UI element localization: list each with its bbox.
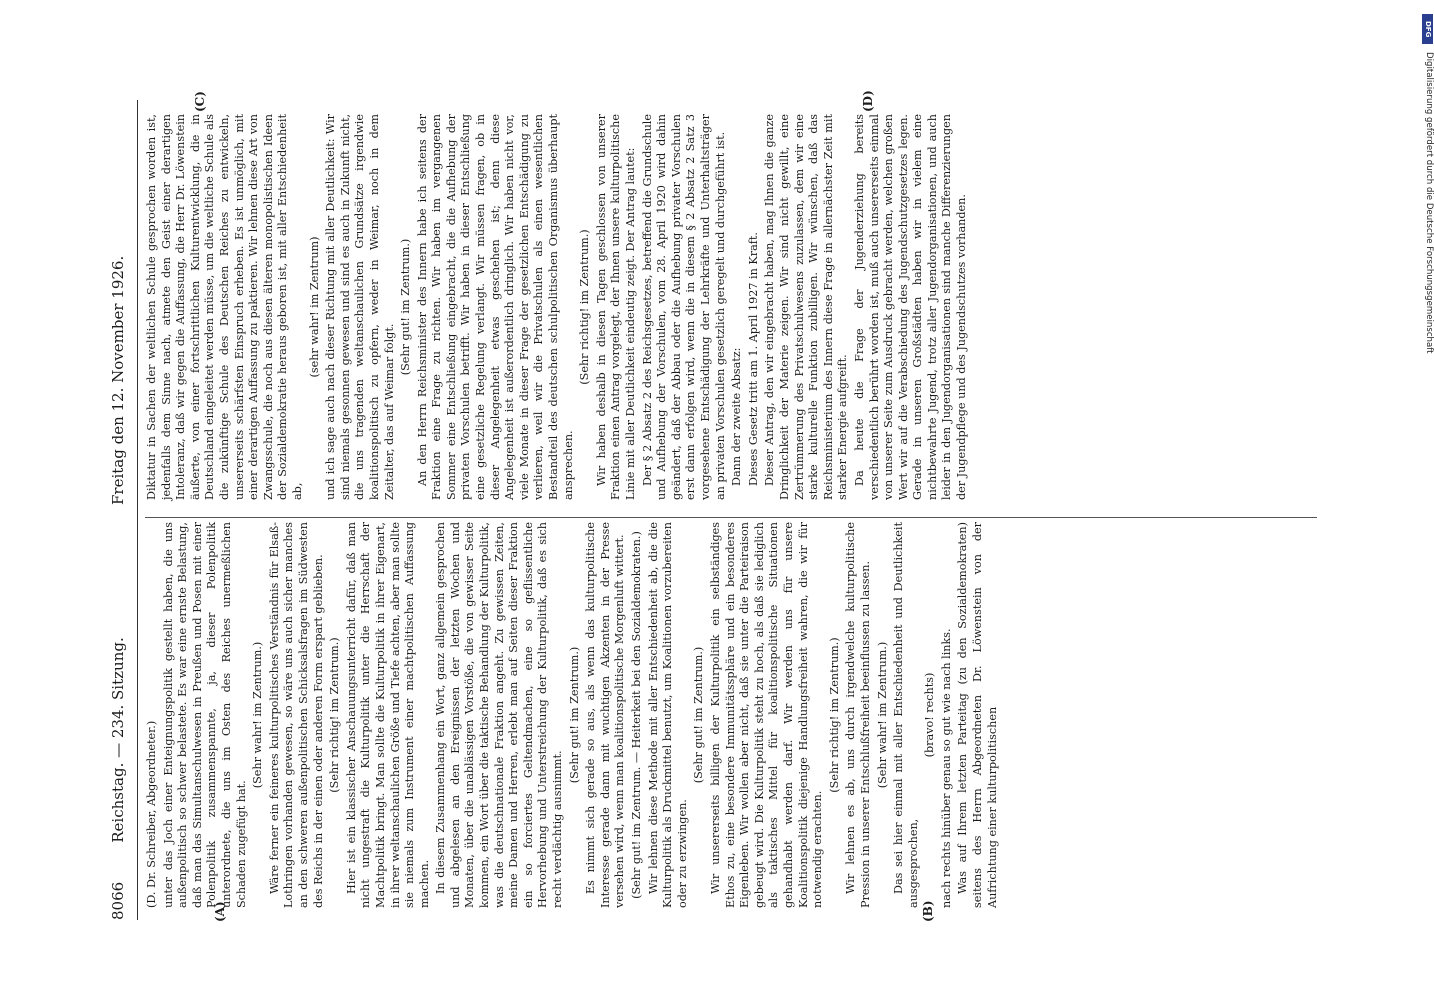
left-column-paragraph: (Sehr gut! im Zentrum. — Heiterkeit bei den Sozialdemokraten.) <box>630 531 643 899</box>
right-column-paragraph: und ich sage auch nach dieser Richtung mit aller Deutlichkeit: Wir sind niemals gesonnen gewesen und sind es auch in Zukunft nicht, die uns tragenden weltanschaulichen Grundsätze irgendwie koalitionspolitisch zu opfern, weder in Weimar, noch in dem Zeitalter, das auf Weimar folgt. <box>324 114 396 500</box>
left-column-paragraph: Wir lehnen diese Methode mit aller Entschiedenheit ab, die die Kulturpolitik als Druckmittel benutzt, um Koalitionen vorzubereiten oder zu erzwingen. <box>646 522 689 908</box>
margin-marker-d: (D) <box>861 90 875 112</box>
left-column-paragraph: Wir lehnen es ab, uns durch irgendwelche kulturpolitische Pression in unserer Entschlußfreiheit beeinflussen zu lassen. <box>844 522 872 908</box>
page-number: 8066 <box>109 881 127 920</box>
page-header <box>109 100 135 920</box>
margin-marker-a: (A) <box>213 901 227 922</box>
left-column-paragraph: Das sei hier einmal mit aller Entschiedenheit und Deutlichkeit ausgesprochen, <box>892 522 920 908</box>
left-column-paragraph: (bravo! rechts) <box>923 672 937 758</box>
right-column-paragraph: An den Herrn Reichsminister des Innern habe ich seitens der Fraktion eine Frage zu richten. Wir haben im vergangenen Sommer eine Entschließung eingebracht, die die Aufhebung der privaten Vorschulen betrifft. Wir haben in dieser Entschließung eine gesetzliche Regelung verlangt. Wir müssen fragen, ob in dieser Angelegenheit etwas geschehen ist; denn diese Angelegenheit ist außerordentlich dringlich. Wir haben nicht vor, viele Monate in dieser Frage der gesetzlichen Entschädigung zu verlieren, weil wir die Privatschulen als einen wesentlichen Bestandteil des deutschen schulpolitischen Organismus überhaupt ansprechen. <box>415 114 575 500</box>
left-column-paragraph: (Sehr wahr! im Zentrum.) <box>251 641 265 789</box>
header-left-title: Reichstag. — 234. Sitzung. <box>109 637 127 843</box>
right-column-paragraph: Dieses Gesetz tritt am 1. April 1927 in Kraft. <box>746 232 760 486</box>
right-column-paragraph: Diktatur in Sachen der weltlichen Schule gesprochen worden ist, jedenfalls dem Sinne nach, atmete den Geist einer derartigen Intoleranz, daß wir gegen die Auffassung, die Herr Dr. Löwenstein äußerte, von einer fortschrittlichen Kulturentwicklung, die in Deutschland eingeleitet werden müsse, um die weltliche Schule als die zukünftige Schule des Deutschen Reiches zu entwickeln, unsererseits schärfsten Einspruch erheben. Es ist unmöglich, mit einer derartigen Auffassung zu paktieren. Wir lehnen diese Art von Zwangsschule, die noch aus diesen älteren monopolistischen Ideen der Sozialdemokratie heraus geboren ist, mit aller Entschiedenheit ab, <box>145 114 304 500</box>
margin-marker-b: (B) <box>921 900 935 922</box>
left-column-paragraph: Wir unsererseits billigen der Kulturpolitik ein selbständiges Ethos zu, eine besondere Immunitätssphäre und ein besonderes Eigenleben. Wir wollen aber nicht, daß sie unter die Parteiraison gebeugt wird. Die Kulturpolitik steht zu hoch, als daß sie lediglich als taktisches Mittel für koalitionspolitische Situationen gehandhabt werden darf. Wir werden uns für unsere Koalitionspolitik diejenige Handlungsfreiheit wahren, die wir für notwendig erachten. <box>708 522 825 908</box>
left-column-paragraph: (Sehr richtig! im Zentrum.) <box>827 637 841 793</box>
header-right-title: Freitag den 12. November 1926. <box>109 255 127 505</box>
right-column-paragraph: Dann der zweite Absatz: <box>730 347 744 486</box>
left-column-paragraph: Was auf Ihrem letzten Parteitag (zu den Sozialdemokraten) seitens des Herrn Abgeordneten Dr. Löwenstein von der Aufrichtung einer kulturpolitischen <box>956 522 999 908</box>
left-column-paragraph: Hier ist ein klassischer Anschauungsunterricht dafür, daß man nicht ungestraft die Kulturpolitik unter die Herrschaft der Machtpolitik bringt. Man sollte die Kulturpolitik in ihrer Eigenart, in ihrer weltanschaulichen Größe und Tiefe achten, aber man sollte sie niemals zum Instrument einer machtpolitischen Auffassung machen. <box>344 522 431 908</box>
left-column-paragraph: (Sehr richtig! im Zentrum.) <box>328 637 342 793</box>
digitization-credit <box>1422 6 1434 526</box>
left-column-paragraph: (Sehr gut! im Zentrum.) <box>567 646 581 784</box>
left-column-paragraph: Wäre ferner ein feineres kulturpolitisches Verständnis für Elsaß-Lothringen vorhanden gewesen, so wäre uns auch sicher manches an den schweren außenpolitischen Schicksalsfragen im Südwesten des Reichs in der einen oder anderen Form erspart geblieben. <box>267 522 325 908</box>
right-column-paragraph: (Sehr richtig! im Zentrum.) <box>578 229 592 385</box>
right-column-paragraph: Da heute die Frage der Jugenderziehung bereits verschiedentlich berührt worden ist, muß auch unsererseits einmal von unserer Seite zum Ausdruck gebracht werden, welchen großen Wert wir auf die Verabschiedung des Jugendschutzgesetzes legen. Gerade in unseren Großstädten haben wir in vielem eine nichtbewahrte Jugend, trotz aller Jugendorganisationen, und auch leider in den Jugendorganisationen sind manche Differenzierungen der Jugendpflege und des Jugendschutzes vorhanden. <box>852 114 969 500</box>
document-page <box>101 90 1331 922</box>
left-column-paragraph: (Sehr wahr! im Zentrum.) <box>875 641 889 789</box>
left-column-paragraph: (D. Dr. Schreiber, Abgeordneter.) <box>145 720 158 908</box>
right-column-paragraph: (Sehr gut! im Zentrum.) <box>399 238 413 376</box>
right-column-paragraph: Wir haben deshalb in diesen Tagen geschlossen von unserer Fraktion einen Antrag vorgelegt, der Ihnen unsere kulturpolitische Linie mit aller Deutlichkeit eindeutig zeigt. Der Antrag lautet: <box>594 114 637 500</box>
left-column-paragraph: (Sehr gut! im Zentrum.) <box>692 646 706 784</box>
right-column-paragraph: Dieser Antrag, den wir eingebracht haben, mag Ihnen die ganze Dringlichkeit der Materie zeigen. Wir sind nicht gewillt, eine Zertrümmerung des Privatschulwesens zuzulassen, dem wir eine starke kulturelle Funktion zubilligen. Wir wünschen, daß das Reichsministerium des Innern diese Frage in allernächster Zeit mit starker Energie aufgreift. <box>763 114 850 500</box>
left-column-paragraph: unter das Joch einer Enteignungspolitik gestellt haben, die uns außenpolitisch so schwer belastete. Es war eine ernste Belastung, daß man das Simultanschulwesen in Preußen und Posen mit einer Polenpolitik zusammenspannte, ja, dieser Polenpolitik unterordnete, die uns im Osten des Reiches unermeßlichen Schaden zugefügt hat. <box>161 522 248 908</box>
right-column-paragraph: Der § 2 Absatz 2 des Reichsgesetzes, betreffend die Grundschule und Aufhebung der Vorschulen, vom 28. April 1920 wird dahin geändert, daß der Abbau oder die Aufhebung privater Vorschulen erst dann erfolgen wird, wenn die in diesem § 2 Absatz 2 Satz 3 vorgesehene Entschädigung der Lehrkräfte und Unterhaltsträger an privaten Vorschulen gesetzlich geregelt und durchgeführt ist. <box>640 114 727 500</box>
dfg-logo: DFG <box>1422 14 1433 44</box>
left-column-paragraph: nach rechts hinüber genau so gut wie nach links. <box>939 628 953 908</box>
left-column-paragraph: In diesem Zusammenhang ein Wort, ganz allgemein gesprochen und abgelesen an den Ereignissen der letzten Wochen und Monaten, über die unablässigen Vorstöße, die von gewisser Seite kommen, ein Wort über die taktische Behandlung der Kulturpolitik, was die deutschnationale Fraktion angeht. Zu gewissen Zeiten, meine Damen und Herren, erlebt man auf Seiten dieser Fraktion ein so forciertes Geltendmachen, eine so geflissentliche Hervorhebung und Unterstreichung der Kulturpolitik, daß es sich recht verdächtig ausnimmt. <box>434 522 565 908</box>
margin-marker-c: (C) <box>193 91 207 112</box>
header-rule <box>137 100 138 920</box>
left-column-paragraph: Es nimmt sich gerade so aus, als wenn das kulturpolitische Interesse gerade dann mit wuchtigen Akzenten in der Presse versehen wird, wenn man koalitionspolitische Morgenluft wittert. <box>584 522 627 908</box>
right-column <box>145 114 972 500</box>
right-column-paragraph: (sehr wahr! im Zentrum) <box>307 236 321 378</box>
credit-text: Digitalisierung gefördert durch die Deutsche Forschungsgemeinschaft <box>1424 52 1434 354</box>
left-column <box>145 522 1002 908</box>
column-divider <box>145 517 1317 518</box>
